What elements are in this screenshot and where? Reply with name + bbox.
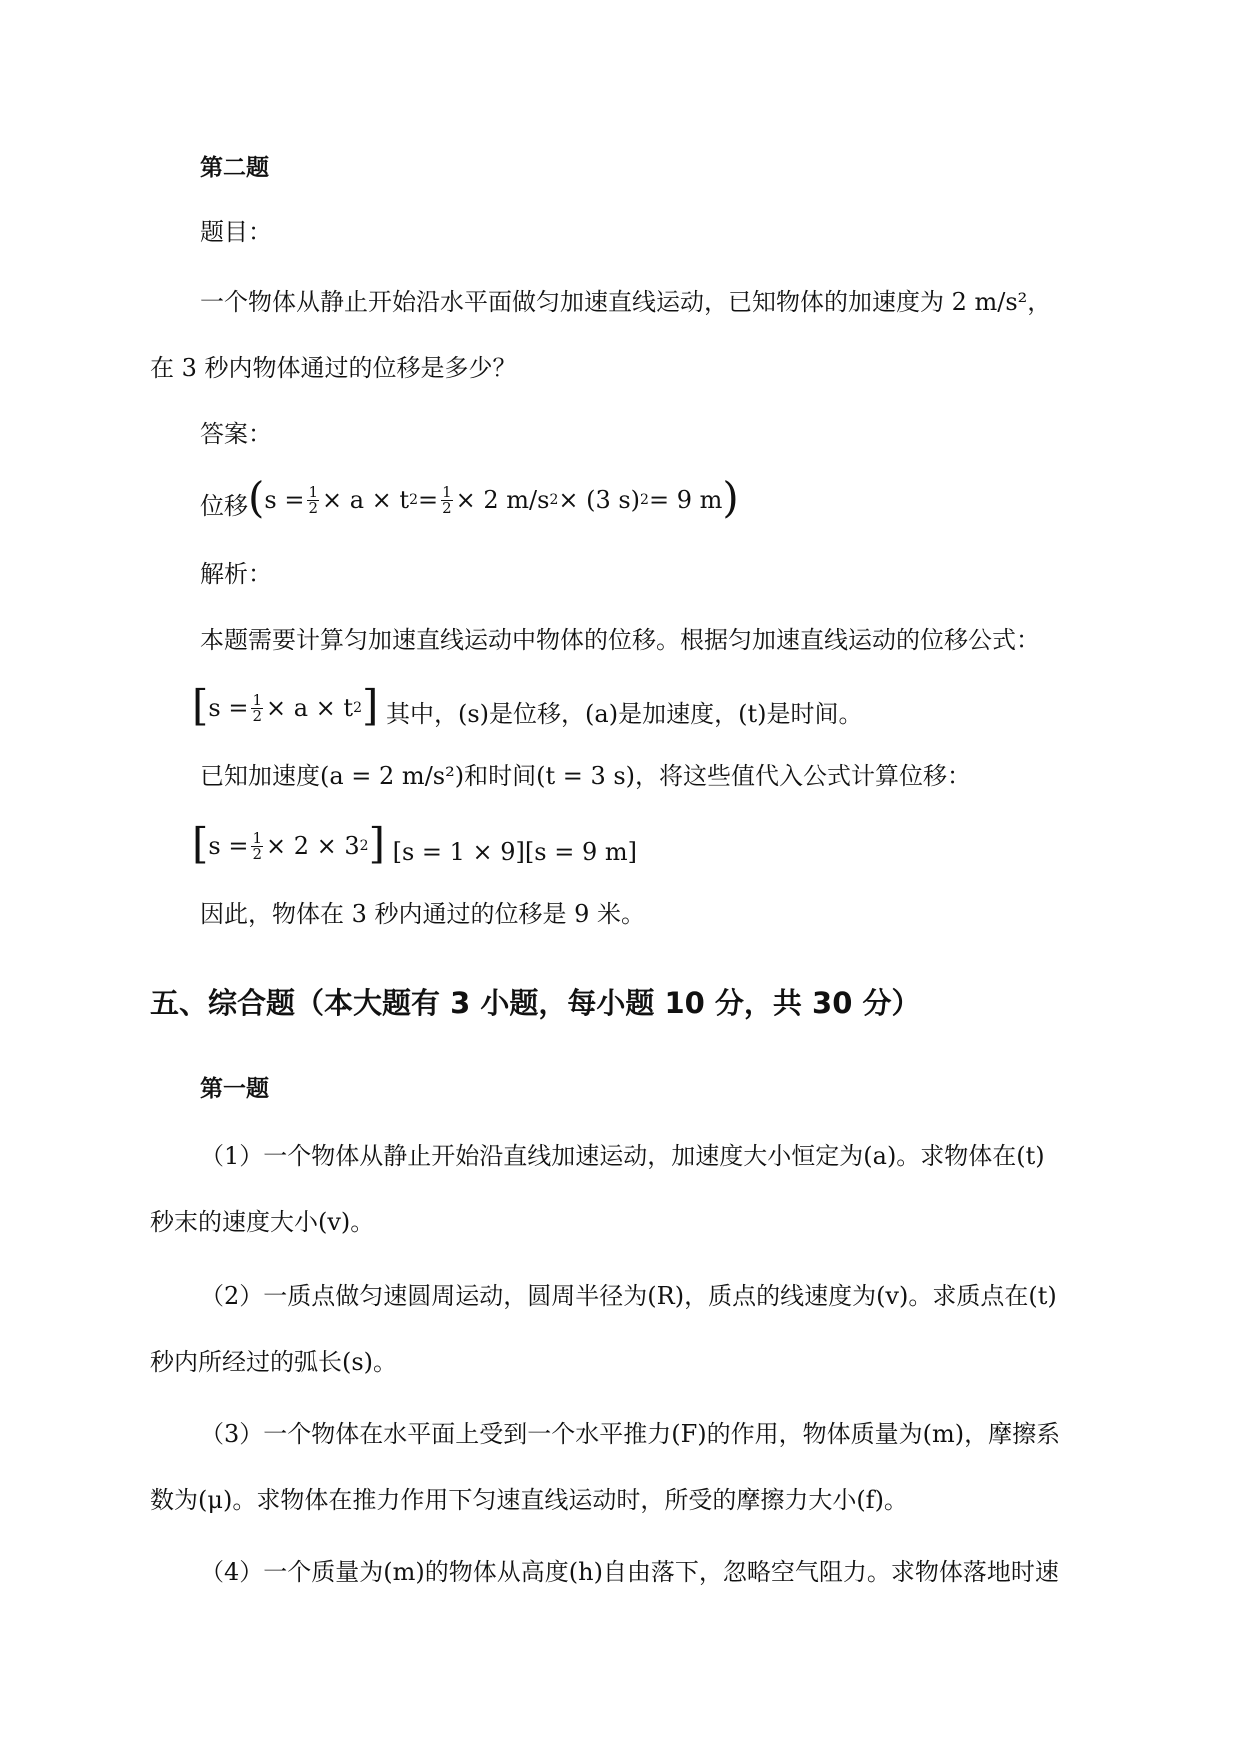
item-3-line-2: 数为(μ)。求物体在推力作用下匀速直线运动时，所受的摩擦力大小(f)。 [150,1486,908,1514]
fraction-half: $\frac{1}{2}$ [442,482,452,517]
formula-1-line [192,681,863,730]
formula-2-line [192,819,637,868]
section-five-title: 五、综合题（本大题有 3 小题，每小题 10 分，共 30 分） [150,986,921,1020]
answer-label: 答案： [200,420,272,448]
fraction-half: $\frac{1}{2}$ [308,482,318,517]
item-4-line-1: （4）一个质量为(m)的物体从高度(h)自由落下，忽略空气阻力。求物体落地时速 [200,1558,1059,1586]
formula-1-explanation: 其中，(s)是位移，(a)是加速度，(t)是时间。 [378,700,863,728]
analysis-label: 解析： [200,560,272,588]
item-1-line-2: 秒末的速度大小(v)。 [150,1208,375,1236]
fraction-half: $\frac{1}{2}$ [252,690,262,725]
known-values-line: 已知加速度(a = 2 m/s²)和时间(t = 3 s)，将这些值代入公式计算位移： [200,762,972,790]
answer-formula: ( s = $\frac{1}{2}$ × a × t 2 = $\frac{1}{2}$ × 2 m/s 2 × (3 s) 2 = 9 m ) [248,473,739,522]
q2-heading: 第二题 [200,155,269,181]
item-3-line-1: （3）一个物体在水平面上受到一个水平推力(F)的作用，物体质量为(m)，摩擦系 [200,1420,1061,1448]
displacement-formula: [ s = $\frac{1}{2}$ × a × t 2 ] [192,681,379,730]
answer-formula-line [200,473,739,522]
conclusion-line: 因此，物体在 3 秒内通过的位移是 9 米。 [200,900,646,928]
analysis-line-1: 本题需要计算匀加速直线运动中物体的位移。根据匀加速直线运动的位移公式： [200,626,1040,654]
answer-formula-left: s = [264,486,305,514]
q1-heading: 第一题 [200,1076,269,1102]
substitution-formula: [ s = $\frac{1}{2}$ × 2 × 3 2 ] [192,819,385,868]
question-line-1: 一个物体从静止开始沿水平面做匀加速直线运动，已知物体的加速度为 2 m/s²， [200,288,1052,316]
question-line-2: 在 3 秒内物体通过的位移是多少？ [150,354,517,382]
item-2-line-1: （2）一质点做匀速圆周运动，圆周半径为(R)，质点的线速度为(v)。求质点在(t) [200,1282,1057,1310]
formula-2-rest: [s = 1 × 9][s = 9 m] [384,838,637,866]
paren-close: ) [722,473,739,522]
fraction-half: $\frac{1}{2}$ [252,828,262,863]
prompt-label: 题目： [200,218,272,246]
item-2-line-2: 秒内所经过的弧长(s)。 [150,1348,398,1376]
answer-prefix: 位移 [200,492,248,520]
item-1-line-1: （1）一个物体从静止开始沿直线加速运动，加速度大小恒定为(a)。求物体在(t) [200,1142,1045,1170]
paren-open: ( [248,473,265,522]
